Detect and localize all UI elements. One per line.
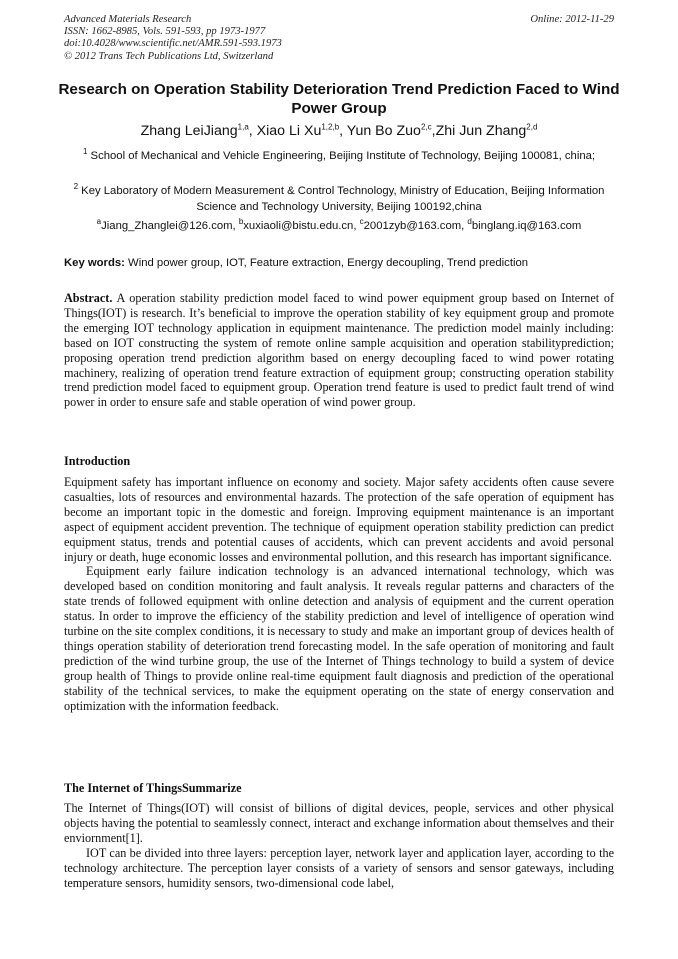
email-address: 2001zyb@163.com [363, 220, 462, 232]
issn-line: ISSN: 1662-8985, Vols. 591-593, pp 1973-1977 [64, 26, 266, 38]
email-address: xuxiaoli@bistu.edu.cn [243, 220, 354, 232]
iot-body [64, 801, 614, 890]
email-address: binglang.iq@163.com [471, 220, 582, 232]
keywords [64, 256, 614, 271]
affiliation-superscript: 1 [82, 147, 88, 157]
keywords-text: Wind power group, IOT, Feature extraction, Energy decoupling, Trend prediction [128, 257, 529, 269]
affiliation-1 [64, 149, 614, 165]
author-superscript: 1,a [237, 122, 249, 132]
doi-line: doi:10.4028/www.scientific.net/AMR.591-593.1973 [64, 38, 282, 50]
journal-header [64, 14, 282, 63]
email-list: $^a$Jiang_Zhanglei@126.com, $^b$xuxiaoli@bistu.edu.cn, $^c$2001zyb@163.com, $^d$binglang.iq@163.com [96, 217, 582, 232]
author-name: Yun Bo Zuo [346, 123, 421, 139]
journal-name: Advanced Materials Research [64, 14, 192, 25]
abstract [64, 291, 614, 410]
affiliation-2 [64, 184, 614, 215]
author-superscript: 2,d [526, 122, 538, 132]
paragraph: Equipment early failure indication technology is an advanced international technology, which was developed based on condition monitoring and fault analysis. It reveals regular patterns and characters of the state trends of followed equipment with online detection and analysis of equipment and the current operation status. In order to improve the efficiency of the stability prediction and level of intelligence of operation wind turbine on the site complex conditions, it is necessary to study and make an important group of devices health of things operation stability of deterioration trend forecasting model. In the safe operation of monitoring and fault prediction of the wind turbine group, the use of the Internet of Things technology to build a system of device group health of Things to provide online real-time equipment fault diagnosis and prediction of the operational stability of the technical services, to make the equipment operating on the state of energy conservation and optimization with the information feedback. [64, 564, 614, 713]
paragraph: The Internet of Things(IOT) will consist of billions of digital devices, people, services and other physical objects having the potential to seamlessly connect, interact and exchange information about themselves and their enviornment[1]. [64, 801, 614, 845]
email-address: Jiang_Zhanglei@126.com [101, 220, 233, 232]
author-superscript: 1,2,b [321, 122, 340, 132]
affiliation-text: School of Mechanical and Vehicle Engineering, Beijing Institute of Technology, Beijing 100081, china; [90, 150, 596, 162]
copyright-line: © 2012 Trans Tech Publications Ltd, Switzerland [64, 50, 274, 62]
abstract-label: Abstract. [64, 291, 113, 305]
paper-title: Research on Operation Stability Deterioration Trend Prediction Faced to Wind Power Group [58, 81, 620, 117]
author-list: Zhang LeiJiang$^{1,a}$, Xiao Li Xu$^{1,2,b}$, Yun Bo Zuo$^{2,c}$,Zhi Jun Zhang$^{2,d}$ [140, 122, 538, 139]
author-superscript: 2,c [420, 122, 432, 132]
section-heading-introduction: Introduction [64, 454, 131, 468]
online-date: Online: 2012-11-29 [530, 14, 614, 25]
section-heading-iot: The Internet of ThingsSummarize [64, 781, 242, 795]
paragraph: IOT can be divided into three layers: perception layer, network layer and application layer, according to the technology architecture. The perception layer consists of a variety of sensors and sensor gateways, including temperature sensors, humidity sensors, two-dimensional code label, [64, 845, 614, 890]
author-name: Zhi Jun Zhang [435, 123, 527, 139]
affiliation-superscript: 2 [73, 182, 79, 192]
keywords-label: Key words: [64, 257, 125, 269]
author-name: Xiao Li Xu [256, 123, 322, 139]
abstract-text: A operation stability prediction model faced to wind power equipment group based on Internet of Things(IOT) is research. It’s beneficial to improve the operation stability of key equipment group and promote the emerging IOT technology application in equipment maintenance. The prediction model mainly including: based on IOT constructing the system of remote online sample acquisition and operation stabilityprediction; proposing operation trend prediction algorithm based on energy decoupling faced to wind power rotating machinery, realizing of operation trend feature extraction of equipment group; constructing operation stability trend prediction model faced to equipment group. Operation trend feature is used to predict fault trend of wind power in order to ensure safe and stable operation of wind power group. [64, 291, 615, 410]
paragraph: Equipment safety has important influence on economy and society. Major safety accidents often cause severe casualties, lots of resources and environmental hazards. The protection of the safe operation of equipment has become an important topic in the domestic and foreign. Improving equipment maintenance is an important aspect of equipment accident prevention. The technique of equipment operation stability prediction can predict equipment status, trends and potential causes of accidents, which can prevent accidents and avoid personal injury or death, huge economic losses and environmental pollution, and this research has important significance. [64, 475, 614, 564]
affiliation-text: Key Laboratory of Modern Measurement & Control Technology, Ministry of Education, Beijing Information Science and Technology University, Beijing 100192,china [81, 185, 605, 213]
introduction-body [64, 475, 614, 714]
author-name: Zhang LeiJiang [140, 123, 238, 139]
